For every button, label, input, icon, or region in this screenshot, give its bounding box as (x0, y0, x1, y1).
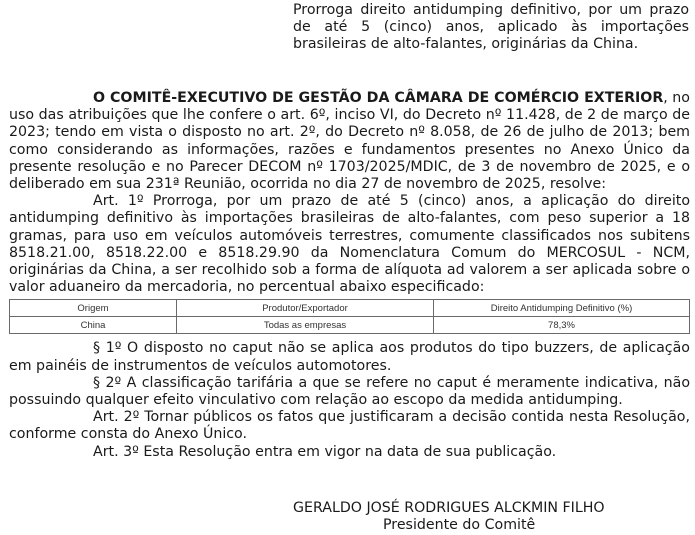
header-direito: Direito Antidumping Definitivo (%) (434, 300, 690, 317)
ementa: Prorroga direito antidumping definitivo, por um prazo de até 5 (cinco) anos, aplicado às importações brasileiras de alto-falantes, originárias da China. (293, 2, 689, 53)
duty-table (9, 299, 690, 334)
resolution-body (9, 90, 690, 461)
signature-block (293, 500, 689, 534)
article-3: Art. 3º Esta Resolução entra em vigor na data de sua publicação. (93, 443, 557, 460)
paragraph-1: § 1º O disposto no caput não se aplica aos produtos do tipo buzzers, de aplicação em painéis de instrumentos de veículos automotores. (9, 340, 690, 374)
header-produtor: Produtor/Exportador (177, 300, 434, 317)
committee-name: O COMITÊ-EXECUTIVO DE GESTÃO DA CÂMARA DE COMÉRCIO EXTERIOR (93, 90, 664, 106)
preamble (9, 90, 690, 193)
table-row (10, 317, 690, 334)
preamble-text: , no uso das atribuições que lhe confere o art. 6º, inciso VI, do Decreto nº 11.428, de 2 de março de 2023; tendo em vista o disposto no art. 2º, do Decreto nº 8.058, de 26 de julho de 2013; bem como considerando as informações, razões e fundamentos presentes no Anexo Único da presente resolução e no Parecer DECOM nº 1703/2025/MDIC, de 3 de novembro de 2025, e o deliberado em sua 231ª Reunião, ocorrida no dia 27 de novembro de 2025, resolve: (9, 90, 690, 193)
table-header-row (10, 300, 690, 317)
signatory-name: GERALDO JOSÉ RODRIGUES ALCKMIN FILHO (293, 500, 605, 516)
cell-produtor: Todas as empresas (177, 317, 434, 334)
paragraph-2: § 2º A classificação tarifária a que se refere no caput é meramente indicativa, não possuindo qualquer efeito vinculativo com relação ao escopo da medida antidumping. (9, 374, 690, 409)
cell-origem: China (10, 317, 177, 334)
header-origem: Origem (10, 300, 177, 317)
signatory-role: Presidente do Comitê (383, 517, 536, 534)
article-1: Art. 1º Prorroga, por um prazo de até 5 (cinco) anos, a aplicação do direito antidumping definitivo às importações brasileiras de alto-falantes, com peso superior a 18 gramas, para uso em veículos automóveis terrestres, comumente classificados nos subitens 8518.21.00, 8518.22.00 e 8518.29.90 da Nomenclatura Comum do MERCOSUL - NCM, originárias da China, a ser recolhido sob a forma de alíquota ad valorem a ser aplicada sobre o valor aduaneiro da mercadoria, no percentual abaixo especificado: (9, 193, 690, 296)
cell-direito: 78,3% (434, 317, 690, 334)
article-2: Art. 2º Tornar públicos os fatos que justificaram a decisão contida nesta Resolução, conforme consta do Anexo Único. (9, 409, 690, 443)
